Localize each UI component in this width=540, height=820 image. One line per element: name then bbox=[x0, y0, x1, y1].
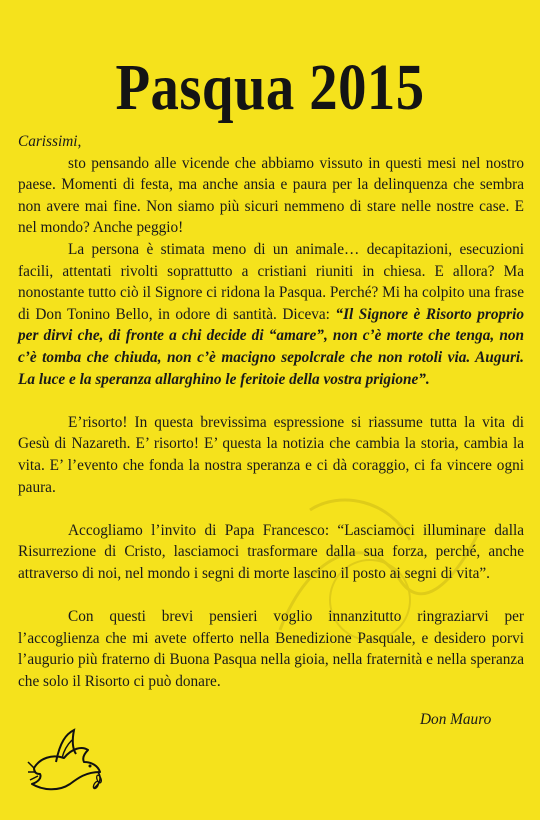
paragraph-1: sto pensando alle vicende che abbiamo vissuto in questi mesi nel nostro paese. Momenti di festa, ma anche ansia e paura per la delinquenza che sembra non avere mai fine. Non siamo più sicuri nemmeno di stare nelle nostre case. E nel mondo? Anche peggio! bbox=[18, 154, 524, 237]
page-title: Pasqua 2015 bbox=[115, 51, 425, 125]
signature: Don Mauro bbox=[420, 711, 492, 728]
paragraph-2 bbox=[18, 239, 524, 390]
greeting: Carissimi, bbox=[18, 133, 82, 150]
letter-body bbox=[18, 131, 524, 692]
paragraph-4: Accogliamo l’invito di Papa Francesco: “Lasciamoci illuminare dalla Risurrezione di Cristo, lasciamoci trasformare dalla sua forza, perché, anche attraverso di noi, nel mondo i segni di morte lascino il posto ai segni di vita”. bbox=[18, 521, 524, 582]
dove-icon bbox=[26, 728, 104, 800]
paragraph-3: E’risorto! In questa brevissima espressione si riassume tutta la vita di Gesù di Nazareth. E’ risorto! E’ questa la notizia che cambia la storia, cambia la vita. E’ l’evento che fonda la nostra speranza e ci dà coraggio, ci fa vincere ogni paura. bbox=[18, 413, 524, 496]
don-tonino-bello-quote: “Il Signore è Risorto proprio per dirvi che, di fronte a chi decide di “amare”, non c’è morte che tenga, non c’è tomba che chiuda, non c’è macigno sepolcrale che non rotoli via. Auguri. La luce e la speranza allarghino le feritoie della vostra prigione”. bbox=[18, 305, 524, 388]
paragraph-2-intro: La persona è stimata meno di un animale… decapitazioni, esecuzioni facili, attentati rivolti soprattutto a cristiani riuniti in chiesa. E allora? Ma nonostante tutto ciò il Signore ci ridona la Pasqua. Perché? Mi ha colpito una frase di Don Tonino Bello, in odore di santità. Diceva: bbox=[18, 240, 524, 323]
paragraph-5: Con questi brevi pensieri voglio innanzitutto ringraziarvi per l’accoglienza che mi avete offerto nella Benedizione Pasquale, e desidero porvi l’augurio più fraterno di Buona Pasqua nella gioia, nella fraternità e nella speranza che solo il Risorto ci può donare. bbox=[18, 608, 524, 690]
